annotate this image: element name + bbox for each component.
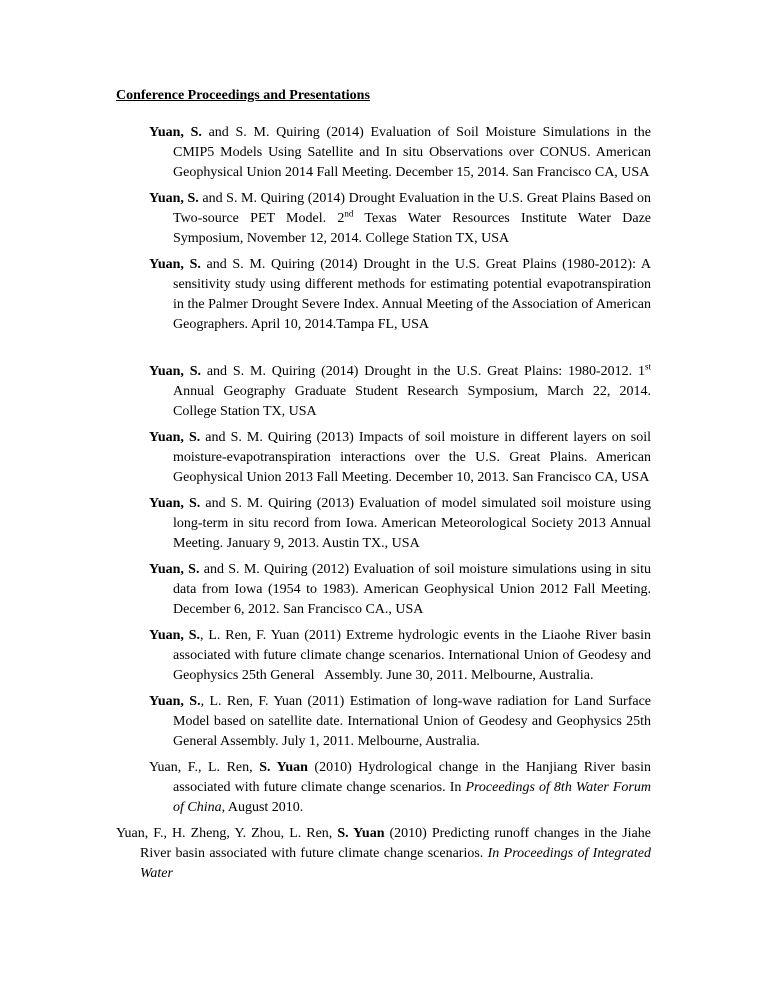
reference-entry: Yuan, S. and S. M. Quiring (2013) Impacts of soil moisture in different layers on soil moisture-evapotranspiration interactions over the U.S. Great Plains. American Geophysical Union 2013 Fall Meeting. December 10, 2013. San Francisco CA, USA (149, 430, 652, 485)
reference-entry: Yuan, S. and S. M. Quiring (2013) Evaluation of model simulated soil moisture using long-term in situ record from Iowa. American Meteorological Society 2013 Annual Meeting. January 9, 2013. Austin TX., USA (149, 496, 651, 551)
reference-entry: Yuan, S. and S. M. Quiring (2012) Evaluation of soil moisture simulations using in situ data from Iowa (1954 to 1983). American Geophysical Union 2012 Fall Meeting. December 6, 2012. San Francisco CA., USA (149, 562, 651, 617)
reference-entry: Yuan, F., L. Ren, S. Yuan (2010) Hydrological change in the Hanjiang River basin associated with future climate change scenarios. In Proceedings of 8th Water Forum of China, August 2010. (149, 760, 651, 815)
reference-entry: Yuan, S. and S. M. Quiring (2014) Drought Evaluation in the U.S. Great Plains Based on Two-source PET Model. 2nd Texas Water Resources Institute Water Daze Symposium, November 12, 2014. College Station TX, USA (149, 191, 652, 246)
reference-entry: Yuan, S. and S. M. Quiring (2014) Evaluation of Soil Moisture Simulations in the CMIP5 Models Using Satellite and In situ Observations over CONUS. American Geophysical Union 2014 Fall Meeting. December 15, 2014. San Francisco CA, USA (149, 125, 651, 180)
reference-entry: Yuan, S., L. Ren, F. Yuan (2011) Estimation of long-wave radiation for Land Surface Model based on satellite date. International Union of Geodesy and Geophysics 25th General Assembly. July 1, 2011. Melbourne, Australia. (149, 694, 652, 749)
reference-entry: Yuan, F., H. Zheng, Y. Zhou, L. Ren, S. Yuan (2010) Predicting runoff changes in the Jiahe River basin associated with future climate change scenarios. In Proceedings of Integrated Water (116, 826, 651, 881)
section-heading: Conference Proceedings and Presentations (116, 88, 370, 103)
reference-entry: Yuan, S. and S. M. Quiring (2014) Drought in the U.S. Great Plains: 1980-2012. 1st Annual Geography Graduate Student Research Symposium, March 22, 2014. College Station TX, USA (149, 361, 651, 419)
reference-entry: Yuan, S., L. Ren, F. Yuan (2011) Extreme hydrologic events in the Liaohe River basin associated with future climate change scenarios. International Union of Geodesy and Geophysics 25th General Assembly. June 30, 2011. Melbourne, Australia. (149, 628, 655, 683)
reference-entry: Yuan, S. and S. M. Quiring (2014) Drought in the U.S. Great Plains (1980-2012): A sensitivity study using different methods for estimating potential evapotranspiration in the Palmer Drought Severe Index. Annual Meeting of the Association of American Geographers. April 10, 2014.Tampa FL, USA (149, 257, 651, 332)
